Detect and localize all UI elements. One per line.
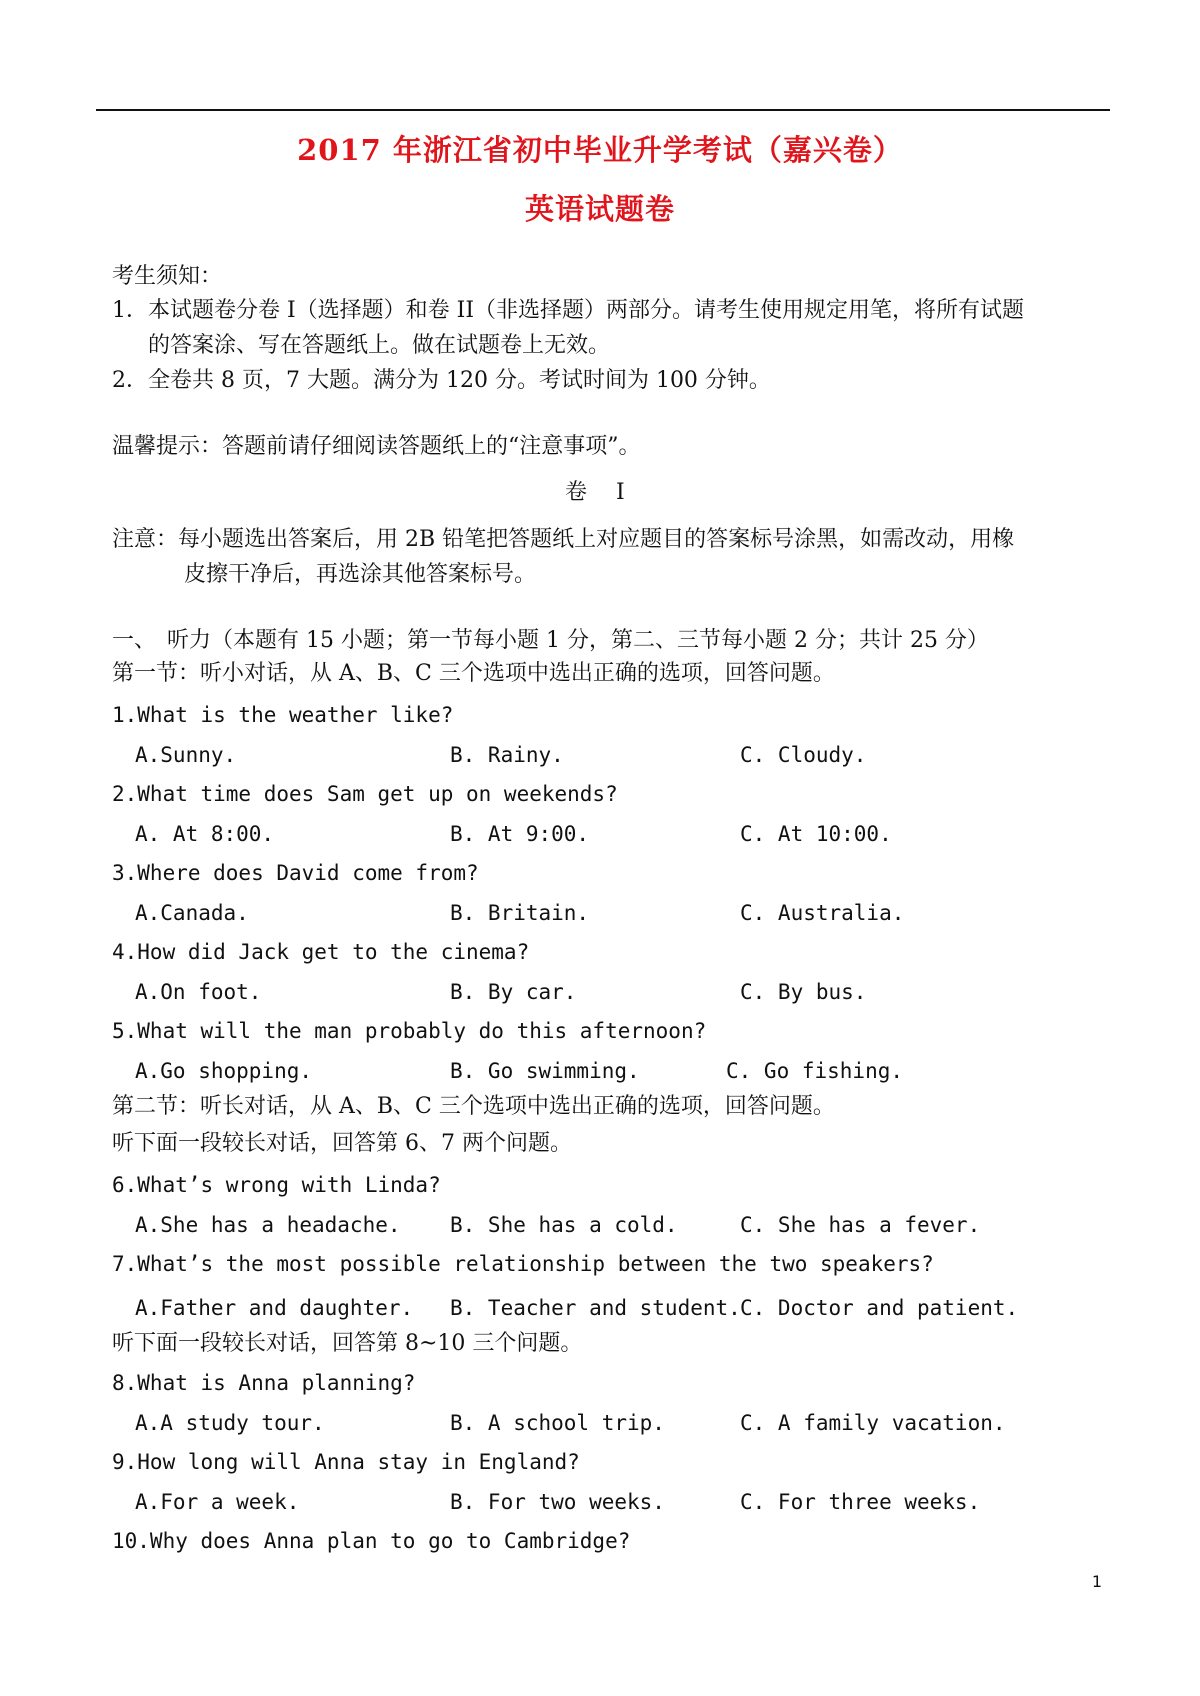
option-a: A.For a week. <box>135 1490 300 1514</box>
part1-instruction: 第一节：听小对话，从 A、B、C 三个选项中选出正确的选项，回答问题。 <box>112 661 835 686</box>
page-number: 1 <box>1091 1572 1102 1591</box>
notice-item-1-cont: 的答案涂、写在答题纸上。做在试题卷上无效。 <box>148 333 611 358</box>
question-3: 3.Where does David come from? <box>112 861 479 885</box>
part2-instruction: 第二节：听长对话，从 A、B、C 三个选项中选出正确的选项，回答问题。 <box>112 1094 835 1119</box>
group2-instruction: 听下面一段较长对话，回答第 8~10 三个问题。 <box>112 1331 583 1356</box>
option-b: B. Rainy. <box>450 743 564 767</box>
volume-label: 卷 I <box>565 480 625 505</box>
option-c: C. She has a fever. <box>740 1213 981 1237</box>
option-a: A.Go shopping. <box>135 1059 313 1083</box>
option-b: B. Go swimming. <box>450 1059 640 1083</box>
group1-instruction: 听下面一段较长对话，回答第 6、7 两个问题。 <box>112 1131 572 1156</box>
option-b: B. A school trip. <box>450 1411 665 1435</box>
question-9: 9.How long will Anna stay in England? <box>112 1450 580 1474</box>
volume-note: 注意：每小题选出答案后，用 2B 铅笔把答题纸上对应题目的答案标号涂黑，如需改动，用橡 <box>112 527 1015 552</box>
option-b: B. For two weeks. <box>450 1490 665 1514</box>
option-b: B. She has a cold. <box>450 1213 678 1237</box>
option-c: C. Go fishing. <box>726 1059 904 1083</box>
option-a: A.Canada. <box>135 901 249 925</box>
question-2: 2.What time does Sam get up on weekends? <box>112 782 618 806</box>
top-rule <box>96 109 1110 111</box>
notice-item-1: 1．本试题卷分卷 I（选择题）和卷 II（非选择题）两部分。请考生使用规定用笔，将所有试题 <box>112 298 1025 323</box>
notice-heading: 考生须知： <box>112 264 223 289</box>
volume-note-cont: 皮擦干净后，再选涂其他答案标号。 <box>184 562 537 587</box>
notice-tip: 温馨提示：答题前请仔细阅读答题纸上的“注意事项”。 <box>112 434 641 459</box>
option-c: C. At 10:00. <box>740 822 892 846</box>
question-4: 4.How did Jack get to the cinema? <box>112 940 530 964</box>
option-b: B. Britain. <box>450 901 590 925</box>
option-b: B. By car. <box>450 980 577 1004</box>
option-c: C. By bus. <box>740 980 867 1004</box>
option-c: C. Doctor and patient. <box>740 1296 1019 1320</box>
question-1: 1.What is the weather like? <box>112 703 454 727</box>
option-a: A.A study tour. <box>135 1411 325 1435</box>
question-8: 8.What is Anna planning? <box>112 1371 416 1395</box>
option-b: B. At 9:00. <box>450 822 590 846</box>
notice-item-2: 2．全卷共 8 页，7 大题。满分为 120 分。考试时间为 100 分钟。 <box>112 368 771 393</box>
question-5: 5.What will the man probably do this afternoon? <box>112 1019 707 1043</box>
option-a: A.On foot. <box>135 980 262 1004</box>
question-6: 6.What’s wrong with Linda? <box>112 1173 441 1197</box>
option-a: A. At 8:00. <box>135 822 275 846</box>
option-c: C. For three weeks. <box>740 1490 981 1514</box>
exam-title: 2017 年浙江省初中毕业升学考试（嘉兴卷） <box>297 133 903 167</box>
option-a: A.She has a headache. <box>135 1213 401 1237</box>
option-a: A.Sunny. <box>135 743 237 767</box>
exam-subtitle: 英语试题卷 <box>524 192 675 226</box>
question-10: 10.Why does Anna plan to go to Cambridge? <box>112 1529 631 1553</box>
option-c: C. Australia. <box>740 901 905 925</box>
option-b: B. Teacher and student. <box>450 1296 741 1320</box>
option-c: C. Cloudy. <box>740 743 867 767</box>
option-a: A.Father and daughter. <box>135 1296 414 1320</box>
option-c: C. A family vacation. <box>740 1411 1006 1435</box>
section-heading: 一、 听力（本题有 15 小题；第一节每小题 1 分，第二、三节每小题 2 分；共计 25 分） <box>112 628 989 653</box>
question-7: 7.What’s the most possible relationship between the two speakers? <box>112 1252 934 1276</box>
